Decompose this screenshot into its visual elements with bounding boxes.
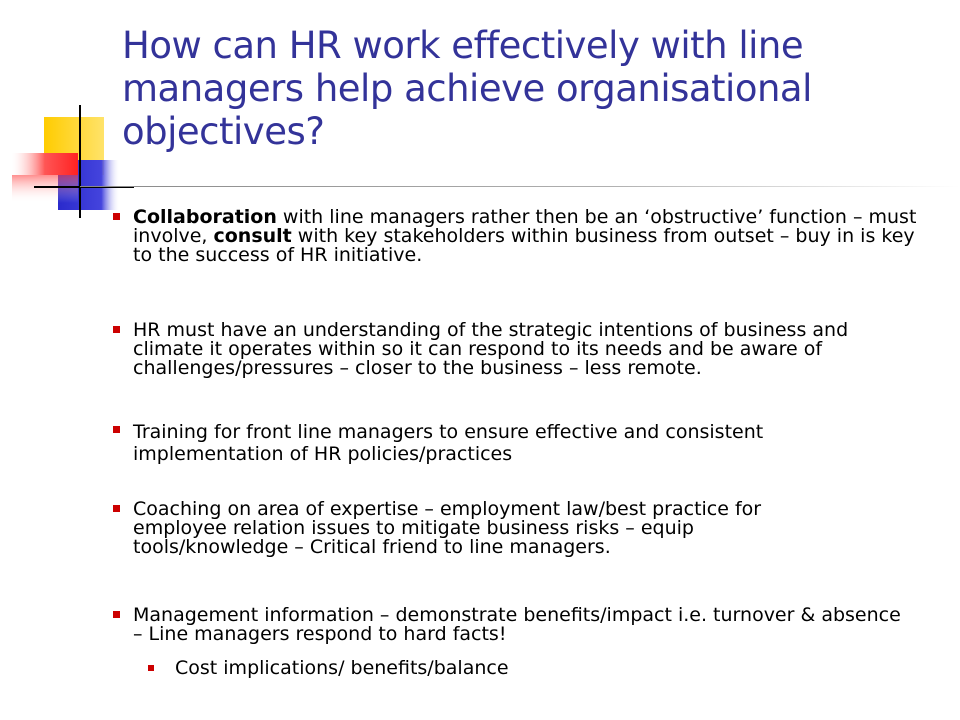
bullet-square-icon [113,426,120,433]
deco-red-fade [12,175,78,203]
bullet-text-part: with line managers rather then be an ‘obstructive’ function – must involve, [133,206,917,247]
slide-title: How can HR work effectively with line managers help achieve organisational objectives? [122,24,812,153]
bullet-square-icon [113,326,120,333]
title-divider [80,186,960,187]
bullet-text: Training for front line managers to ensure effective and consistent implementation of HR policies/practices [133,421,764,465]
bullet-text: Management information – demonstrate benefits/impact i.e. turnover & absence – Line managers respond to hard facts! [133,604,901,645]
bullet-text [133,208,923,265]
bullet-text: Coaching on area of expertise – employment law/best practice for employee relation issues to mitigate business risks – equip tools/knowledge – Critical friend to line managers. [133,498,762,558]
bullet-bold-term: Collaboration [133,206,277,228]
bullet-text: HR must have an understanding of the strategic intentions of business and climate it operates within so it can respond to its needs and be aware of challenges/pressures – closer to the business – less remote. [133,319,849,379]
bullet-bold-term: consult [213,225,292,247]
bullet-square-icon [113,213,120,220]
sub-bullet-square-icon [148,665,154,671]
bullet-square-icon [113,611,120,618]
decorative-corner-graphic [0,0,140,230]
bullet-text-part: with key stakeholders within business from outset – buy in is key to the success of HR initiative. [133,225,915,266]
sub-bullet-text: Cost implications/ benefits/balance [175,657,509,679]
deco-red-bar [12,153,78,175]
deco-black-vertical-line [79,105,81,218]
bullet-square-icon [113,505,120,512]
